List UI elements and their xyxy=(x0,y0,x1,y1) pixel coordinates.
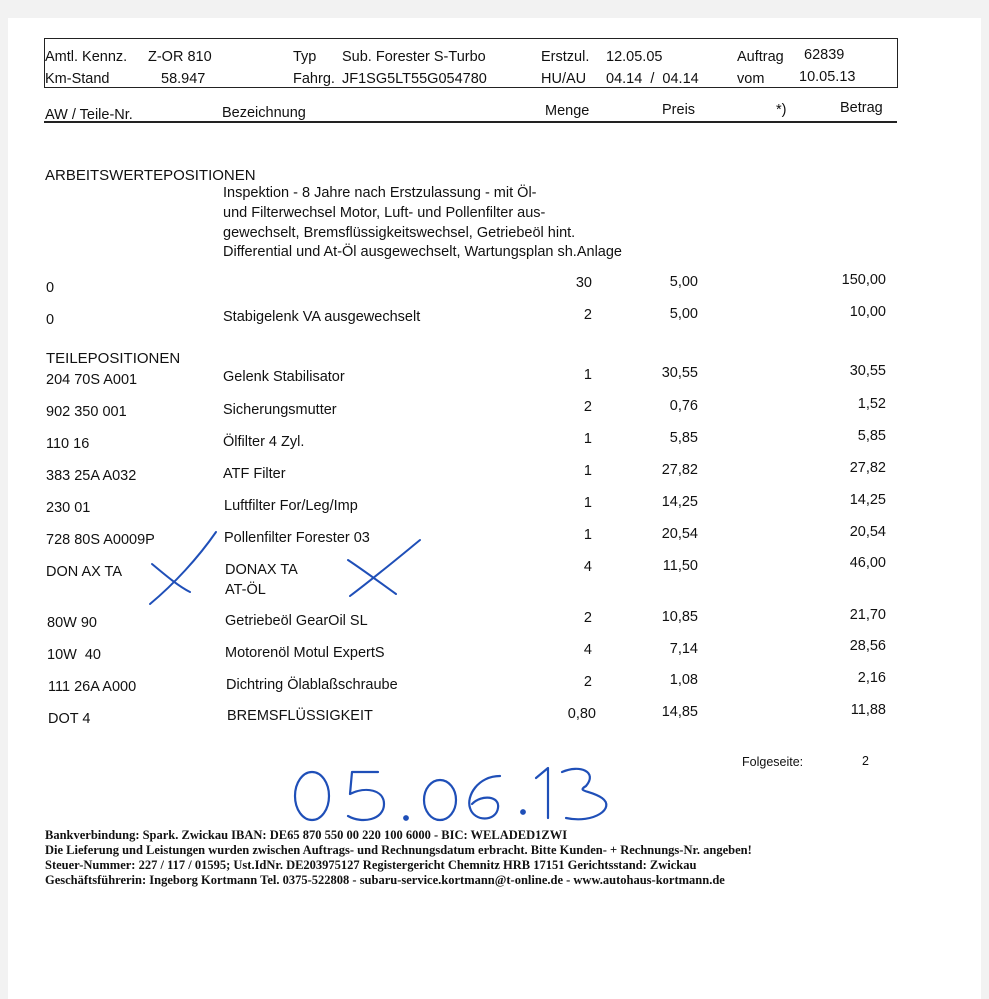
km-value: 58.947 xyxy=(161,71,206,87)
col-betrag: Betrag xyxy=(840,100,883,116)
row-nr: 728 80S A0009P xyxy=(46,532,155,548)
row-menge: 1 xyxy=(583,431,592,447)
kennz-value: Z-OR 810 xyxy=(148,49,212,65)
row-betrag: 30,55 xyxy=(849,363,886,379)
footer-manager-line: Geschäftsführerin: Ingeborg Kortmann Tel. 0375-522808 - subaru-service.kortmann@t-online.de - www.autohaus-kortmann.de xyxy=(45,873,725,887)
row-betrag: 150,00 xyxy=(841,272,886,288)
row-bez: Motorenöl Motul ExpertS xyxy=(225,645,385,661)
arbeit-desc-line: Inspektion - 8 Jahre nach Erstzulassung - mit Öl- xyxy=(223,185,537,201)
row-menge: 1 xyxy=(583,463,592,479)
row-nr: 204 70S A001 xyxy=(46,372,138,388)
col-menge: Menge xyxy=(545,103,590,119)
huau-value: 04.14 / 04.14 xyxy=(606,71,699,87)
row-preis: 7,14 xyxy=(669,641,698,657)
huau-label: HU/AU xyxy=(541,71,587,87)
row-bez: Luftfilter For/Leg/Imp xyxy=(224,498,358,514)
invoice-sheet xyxy=(8,18,981,999)
row-nr: 383 25A A032 xyxy=(46,468,137,484)
row-nr: 230 01 xyxy=(46,500,91,516)
row-betrag: 2,16 xyxy=(857,670,886,686)
teile-heading: TEILEPOSITIONEN xyxy=(46,350,181,367)
row-bez: Ölfilter 4 Zyl. xyxy=(223,434,305,450)
col-bezeichnung: Bezeichnung xyxy=(222,105,306,121)
vom-value: 10.05.13 xyxy=(799,69,856,85)
footer-tax-line: Steuer-Nummer: 227 / 117 / 01595; Ust.IdNr. DE203975127 Registergericht Chemnitz HRB 17151 Gerichtsstand: Zwickau xyxy=(45,858,697,872)
fahrg-value: JF1SG5LT55G054780 xyxy=(342,71,487,87)
row-betrag: 20,54 xyxy=(849,524,886,540)
handwritten-date xyxy=(290,760,620,828)
row-preis: 14,25 xyxy=(661,494,698,510)
row-menge: 0,80 xyxy=(567,706,596,722)
watermark-logo: otomoto xyxy=(10,962,105,987)
row-menge: 2 xyxy=(583,610,592,626)
row-betrag: 1,52 xyxy=(857,396,886,412)
row-menge: 4 xyxy=(583,642,592,658)
row-preis: 27,82 xyxy=(661,462,698,478)
row-nr: 111 26A A000 xyxy=(48,679,137,695)
row-nr: 10W 40 xyxy=(47,647,101,663)
row-bez: DONAX TA xyxy=(225,562,298,578)
row-nr: DOT 4 xyxy=(48,711,91,727)
row-betrag: 14,25 xyxy=(849,492,886,508)
row-nr: 0 xyxy=(46,280,55,296)
pen-cross-mark xyxy=(340,534,430,604)
row-menge: 2 xyxy=(583,399,592,415)
row-preis: 30,55 xyxy=(661,365,698,381)
row-bez-line2: AT-ÖL xyxy=(225,582,266,598)
typ-label: Typ xyxy=(293,49,317,65)
erstzul-label: Erstzul. xyxy=(541,49,590,65)
arbeit-desc-line: Differential und At-Öl ausgewechselt, Wartungsplan sh.Anlage xyxy=(223,244,622,260)
row-bez: BREMSFLÜSSIGKEIT xyxy=(227,708,373,724)
header-rule xyxy=(44,121,897,123)
row-bez: Getriebeöl GearOil SL xyxy=(225,613,368,629)
row-nr: 0 xyxy=(46,312,55,328)
auftrag-value: 62839 xyxy=(804,47,845,63)
row-menge: 4 xyxy=(583,559,592,575)
row-nr: 80W 90 xyxy=(47,615,97,631)
row-menge: 30 xyxy=(575,275,592,291)
row-betrag: 46,00 xyxy=(849,555,886,571)
row-preis: 5,00 xyxy=(669,274,698,290)
row-preis: 5,85 xyxy=(669,430,698,446)
row-preis: 11,50 xyxy=(662,558,698,574)
row-preis: 10,85 xyxy=(661,609,698,625)
row-bez: ATF Filter xyxy=(223,466,286,482)
row-menge: 2 xyxy=(583,674,592,690)
row-preis: 20,54 xyxy=(661,526,698,542)
row-preis: 14,85 xyxy=(661,704,698,720)
kennz-label: Amtl. Kennz. xyxy=(45,49,128,65)
folgeseite-value: 2 xyxy=(862,754,869,768)
col-star: *) xyxy=(776,102,787,118)
footer-delivery-line: Die Lieferung und Leistungen wurden zwischen Auftrags- und Rechnungsdatum erbracht. Bitte Kunden- + Rechnungs-Nr. angeben! xyxy=(45,843,752,857)
row-preis: 0,76 xyxy=(669,398,698,414)
pen-cross-mark xyxy=(138,528,228,608)
row-bez: Dichtring Ölablaßschraube xyxy=(226,677,398,693)
row-menge: 2 xyxy=(583,307,592,323)
vom-label: vom xyxy=(737,71,765,87)
col-aw: AW / Teile-Nr. xyxy=(45,107,133,123)
arbeit-desc-line: und Filterwechsel Motor, Luft- und Pollenfilter aus- xyxy=(223,205,546,221)
row-preis: 1,08 xyxy=(669,672,698,688)
row-betrag: 10,00 xyxy=(849,304,886,320)
row-bez: Stabigelenk VA ausgewechselt xyxy=(223,309,421,325)
arbeit-heading: ARBEITSWERTEPOSITIONEN xyxy=(45,167,256,184)
row-menge: 1 xyxy=(583,495,592,511)
row-betrag: 28,56 xyxy=(849,638,886,654)
row-nr: DON AX TA xyxy=(46,564,123,580)
row-betrag: 11,88 xyxy=(850,702,886,718)
row-preis: 5,00 xyxy=(669,306,698,322)
erstzul-value: 12.05.05 xyxy=(606,49,663,65)
row-menge: 1 xyxy=(583,527,592,543)
row-betrag: 27,82 xyxy=(849,460,886,476)
km-label: Km-Stand xyxy=(45,71,110,87)
col-preis: Preis xyxy=(662,102,696,118)
typ-value: Sub. Forester S-Turbo xyxy=(342,49,486,65)
folgeseite-label: Folgeseite: xyxy=(742,755,804,769)
footer-bank-line: Bankverbindung: Spark. Zwickau IBAN: DE65 870 550 00 220 100 6000 - BIC: WELADED1ZWI xyxy=(45,828,568,842)
row-betrag: 5,85 xyxy=(857,428,886,444)
row-menge: 1 xyxy=(583,367,592,383)
row-betrag: 21,70 xyxy=(849,607,886,623)
row-bez: Pollenfilter Forester 03 xyxy=(224,530,370,546)
fahrg-label: Fahrg. xyxy=(293,71,335,87)
row-bez: Sicherungsmutter xyxy=(223,402,337,418)
row-bez: Gelenk Stabilisator xyxy=(223,369,345,385)
arbeit-desc-line: gewechselt, Bremsflüssigkeitswechsel, Getriebeöl hint. xyxy=(223,225,576,241)
row-nr: 902 350 001 xyxy=(46,404,127,420)
auftrag-label: Auftrag xyxy=(737,49,784,65)
row-nr: 110 16 xyxy=(46,436,90,452)
